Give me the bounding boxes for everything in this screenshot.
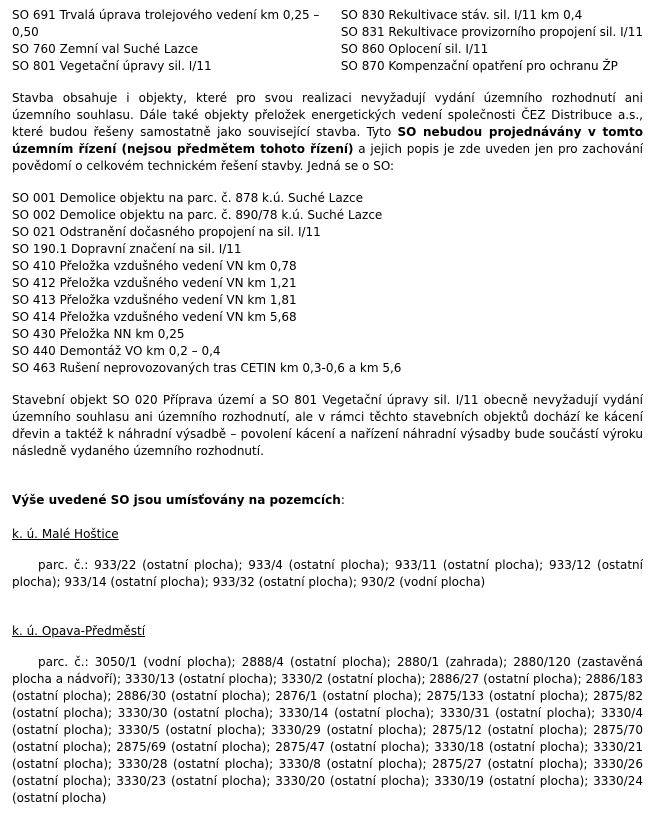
list-item: SO 002 Demolice objektu na parc. č. 890/78 k.ú. Suché Lazce: [12, 208, 383, 222]
intro-paragraph: [12, 90, 643, 175]
cadastral-area-title: k. ú. Opava-Předměstí: [12, 624, 146, 638]
list-item: SO 413 Přeložka vzdušného vedení VN km 1,81: [12, 293, 297, 307]
list-item: SO 412 Přeložka vzdušného vedení VN km 1,21: [12, 276, 297, 290]
paragraph-bold-text: SO nebudou projednávány v tomto územním řízení (nejsou předmětem tohoto řízení): [12, 125, 643, 156]
section-heading-colon: :: [340, 493, 345, 507]
list-item: SO 190.1 Dopravní značení na sil. I/11: [12, 242, 242, 256]
vegetation-paragraph: Stavební objekt SO 020 Příprava území a SO 801 Vegetační úpravy sil. I/11 obecně nevyžadují vydání územního souhlasu ani územního rozhodnutí, ale v rámci těchto stavebních objektů dochází ke kácení dřevin a taktéž k náhradní výsadbě – povolení kácení a nařízení náhradní výsadby bude součástí výroku následně vydaného územního rozhodnutí.: [12, 393, 643, 458]
so-list: [12, 190, 643, 377]
so-column-left: [12, 7, 341, 75]
so-item: SO 831 Rekultivace provizorního propojení sil. I/11: [340, 25, 643, 39]
so-item: SO 691 Trvalá úprava trolejového vedení km 0,25 – 0,50: [12, 8, 320, 39]
list-item: SO 410 Přeložka vzdušného vedení VN km 0,78: [12, 259, 297, 273]
parcel-list: parc. č.: 3050/1 (vodní plocha); 2888/4 (ostatní plocha); 2880/1 (zahrada); 2880/120 (zastavěná plocha a nádvoří); 3330/13 (ostatní plocha); 3330/2 (ostatní plocha); 2886/27 (ostatní plocha); 2886/183 (ostatní plocha); 2886/30 (ostatní plocha); 2876/1 (ostatní plocha); 2875/133 (ostatní plocha); 2875/82 (ostatní plocha); 3330/30 (ostatní plocha); 3330/14 (ostatní plocha); 3330/31 (ostatní plocha); 3330/4 (ostatní plocha); 3330/5 (ostatní plocha); 3330/29 (ostatní plocha); 2875/12 (ostatní plocha); 2875/70 (ostatní plocha); 2875/69 (ostatní plocha); 2875/47 (ostatní plocha); 3330/18 (ostatní plocha); 3330/21 (ostatní plocha); 3330/28 (ostatní plocha); 3330/8 (ostatní plocha); 2875/27 (ostatní plocha); 3330/26 (ostatní plocha); 3330/23 (ostatní plocha); 3330/20 (ostatní plocha); 3330/19 (ostatní plocha); 3330/24 (ostatní plocha): [12, 655, 643, 805]
list-item: SO 414 Přeložka vzdušného vedení VN km 5,68: [12, 310, 297, 324]
section-heading-text: Výše uvedené SO jsou umísťovány na pozemcích: [12, 493, 341, 507]
document-page: [0, 7, 655, 840]
list-item: SO 001 Demolice objektu na parc. č. 878 k.ú. Suché Lazce: [12, 191, 363, 205]
so-item: SO 830 Rekultivace stáv. sil. I/11 km 0,4: [340, 8, 583, 22]
so-column-right: [341, 7, 643, 75]
so-columns: [12, 7, 643, 75]
list-item: SO 440 Demontáž VO km 0,2 – 0,4: [12, 344, 221, 358]
so-item: SO 801 Vegetační úpravy sil. I/11: [12, 59, 212, 73]
cadastral-area-title: k. ú. Malé Hoštice: [12, 527, 119, 541]
list-item: SO 463 Rušení neprovozovaných tras CETIN km 0,3-0,6 a km 5,6: [12, 361, 402, 375]
so-item: SO 860 Oplocení sil. I/11: [340, 42, 489, 56]
so-item: SO 870 Kompenzační opatření pro ochranu ŽP: [340, 59, 618, 73]
parcel-list: parc. č.: 933/22 (ostatní plocha); 933/4 (ostatní plocha); 933/11 (ostatní plocha); 933/12 (ostatní plocha); 933/14 (ostatní plocha); 933/32 (ostatní plocha); 930/2 (vodní plocha): [12, 558, 643, 589]
paragraph-text: a jejich popis je zde uveden jen pro zachování povědomí o celkovém technickém řešení stavby. Jedná se o SO:: [12, 142, 644, 173]
section-heading: [12, 492, 643, 509]
so-item: SO 760 Zemní val Suché Lazce: [12, 42, 199, 56]
list-item: SO 021 Odstranění dočasného propojení na sil. I/11: [12, 225, 321, 239]
paragraph-text: Stavba obsahuje i objekty, které pro svou realizaci nevyžadují vydání územního rozhodnutí ani územního souhlasu. Dále také objekty přeložek energetických vedení společnosti ČEZ Distribuce a.s., které budou řešeny samostatně jako související stavba. Tyto: [12, 91, 643, 139]
list-item: SO 430 Přeložka NN km 0,25: [12, 327, 185, 341]
